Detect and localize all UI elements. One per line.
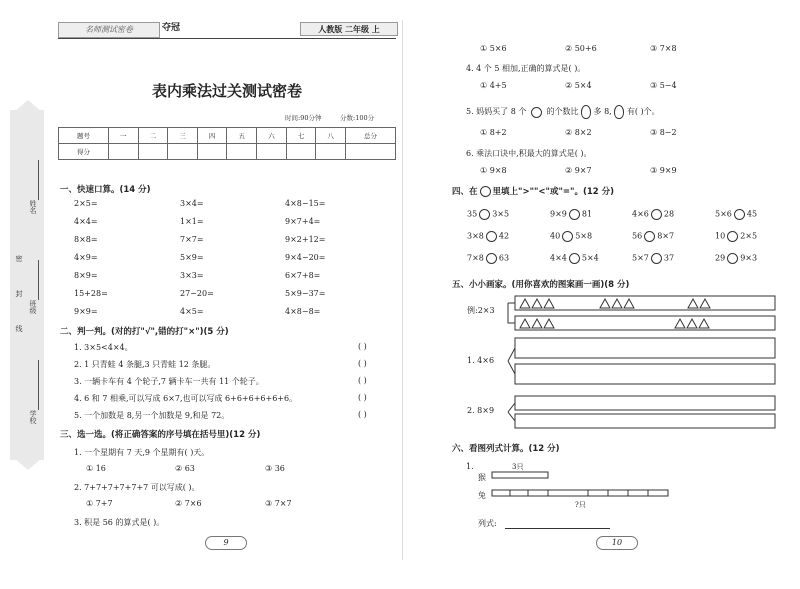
choice-q4-opt2: ② 5×4: [565, 81, 592, 90]
compare-circle-icon[interactable]: [569, 209, 580, 220]
score-cell[interactable]: [197, 144, 227, 160]
comparison-right: 9×3: [740, 253, 758, 263]
formula-label: 列式:: [478, 519, 497, 528]
table-cell: 题号: [59, 128, 109, 144]
score-cell[interactable]: [138, 144, 168, 160]
compare-circle-icon[interactable]: [479, 209, 490, 220]
compare-circle-icon[interactable]: [644, 231, 655, 242]
true-false-item: 5. 一个加数是 8,另一个加数是 9,和是 72。: [74, 411, 230, 420]
true-false-item: 1. 3×5<4×4。: [74, 343, 133, 352]
comparison-item: [550, 231, 592, 242]
score-cell[interactable]: [257, 144, 287, 160]
name-label: 姓名: [29, 200, 37, 214]
table-cell: 总分: [346, 128, 396, 144]
q1-brace: [508, 348, 515, 374]
q2-brace: [508, 403, 515, 421]
apple-icon: [531, 107, 542, 118]
choice-q3-opt3: ③ 7×8: [650, 44, 677, 53]
comparison-left: 7×8: [467, 253, 484, 263]
section4-heading-part1: 四、在: [452, 187, 478, 197]
score-cell[interactable]: [227, 144, 257, 160]
mental-math-item: 6×7+8=: [285, 271, 321, 280]
compare-circle-icon[interactable]: [651, 253, 662, 264]
header-rule: [58, 38, 396, 39]
comparison-item: [467, 209, 509, 220]
choice-q5-part2: 的个数比: [546, 107, 579, 116]
comparison-left: 5×6: [715, 209, 732, 219]
comparison-right: 8×7: [657, 231, 675, 241]
answer-paren[interactable]: ( ): [358, 393, 367, 402]
choice-q2-opt3: ③ 7×7: [265, 499, 292, 508]
choice-q5-opt2: ② 8×2: [565, 128, 592, 137]
bar-segments: [510, 490, 648, 496]
page-number-right: 10: [596, 536, 638, 550]
section2-heading: 二、判一判。(对的打"√",错的打"×")(5 分): [60, 327, 229, 337]
comparison-left: 29: [715, 253, 726, 263]
mental-math-item: 9×2+12=: [285, 235, 326, 244]
q1-row-1[interactable]: [515, 338, 775, 358]
brand-logo: 夺冠: [162, 23, 181, 33]
score-cell[interactable]: [346, 144, 396, 160]
score-table: [58, 127, 396, 160]
comparison-right: 63: [498, 253, 510, 263]
section1-heading: 一、快速口算。(14 分): [60, 185, 151, 195]
section5-heading: 五、小小画家。(用你喜欢的图案画一画)(8 分): [452, 280, 630, 290]
q1-bracket: [508, 338, 775, 384]
strip-char-2: 封: [15, 290, 23, 297]
comparison-item: [632, 253, 674, 264]
comparison-left: 10: [715, 231, 726, 241]
draw-example-label: 例:2×3: [467, 306, 495, 315]
compare-circle-icon[interactable]: [651, 209, 662, 220]
answer-paren[interactable]: ( ): [358, 410, 367, 419]
triangle-icons: [688, 299, 710, 308]
table-cell: 三: [168, 128, 198, 144]
table-cell: 八: [316, 128, 346, 144]
q2-row-1[interactable]: [515, 396, 775, 410]
choice-q5: [466, 105, 660, 119]
table-cell: 七: [286, 128, 316, 144]
mental-math-item: 8×8=: [74, 235, 98, 244]
mental-math-item: 9×9=: [74, 307, 98, 316]
mental-math-item: 9×7+4=: [285, 217, 321, 226]
choice-q6-opt3: ③ 9×9: [650, 166, 677, 175]
comparison-left: 3×8: [467, 231, 484, 241]
comparison-left: 40: [550, 231, 561, 241]
choice-q2-opt1: ① 7+7: [86, 499, 113, 508]
true-false-item: 4. 6 和 7 相乘,可以写成 6×7,也可以写成 6+6+6+6+6+6。: [74, 394, 298, 403]
score-cell[interactable]: [286, 144, 316, 160]
comparison-right: 45: [746, 209, 758, 219]
comparison-left: 56: [632, 231, 643, 241]
choice-q1: 1. 一个星期有 7 天,9 个星期有( )天。: [74, 448, 210, 457]
true-false-item: 3. 一辆卡车有 4 个轮子,7 辆卡车一共有 11 个轮子。: [74, 377, 264, 386]
page-divider: [402, 20, 403, 560]
section4-heading: [452, 185, 614, 197]
mental-math-item: 4×5=: [180, 307, 204, 316]
monkey-bar: [492, 472, 548, 478]
mental-math-item: 4×8−8=: [285, 307, 321, 316]
comparison-right: 5×8: [575, 231, 593, 241]
choice-q2: 2. 7+7+7+7+7+7 可以写成( )。: [74, 483, 200, 492]
score-cell[interactable]: [316, 144, 346, 160]
choice-q1-opt1: ① 16: [86, 464, 106, 473]
comparison-right: 2×5: [740, 231, 758, 241]
section3-heading: 三、选一选。(将正确答案的序号填在括号里)(12 分): [60, 430, 261, 440]
mental-math-item: 8×9=: [74, 271, 98, 280]
rabbit-bar: [492, 490, 668, 496]
compare-circle-icon[interactable]: [486, 231, 497, 242]
strip-char-1: 密: [15, 255, 23, 262]
class-label: 班级: [29, 300, 37, 314]
comparison-item: [467, 231, 509, 242]
compare-circle-icon[interactable]: [486, 253, 497, 264]
drawing-area: [460, 292, 780, 432]
choice-q4-opt1: ① 4+5: [480, 81, 507, 90]
comparison-left: 4×6: [632, 209, 649, 219]
choice-q1-opt2: ② 63: [175, 464, 195, 473]
triangle-icons: [600, 299, 634, 308]
choice-q6-opt2: ② 9×7: [565, 166, 592, 175]
table-cell: 五: [227, 128, 257, 144]
eggplant-icon: [614, 105, 624, 119]
mental-math-item: 4×4=: [74, 217, 98, 226]
score-label: 分数:100分: [340, 114, 375, 122]
mental-math-item: 3×4=: [180, 199, 204, 208]
comparison-item: [550, 209, 592, 220]
choice-q5-part1: 5. 妈妈买了 8 个: [466, 107, 527, 116]
mental-math-item: 1×1=: [180, 217, 204, 226]
choice-q4: 4. 4 个 5 相加,正确的算式是( )。: [466, 64, 586, 73]
mental-math-item: 15+28=: [74, 289, 108, 298]
choice-q5-opt3: ③ 8−2: [650, 128, 677, 137]
comparison-item: [715, 209, 757, 220]
bar-bottom-label: ?只: [575, 501, 586, 509]
formula-answer-line[interactable]: [505, 528, 610, 529]
brand-banner: 名师测试密卷: [58, 22, 160, 38]
compare-circle-icon[interactable]: [727, 253, 738, 264]
choice-q3: 3. 积是 56 的算式是( )。: [74, 518, 165, 527]
triangles: [520, 299, 710, 328]
comparison-right: 28: [663, 209, 675, 219]
comparison-right: 37: [663, 253, 675, 263]
q2-row-2[interactable]: [515, 414, 775, 428]
section6-heading: 六、看图列式计算。(12 分): [452, 444, 560, 454]
strip-top-arrow: [14, 100, 42, 112]
section4-heading-part2: 里填上">""<"或"="。(12 分): [492, 187, 615, 197]
mental-math-item: 5×9−37=: [285, 289, 326, 298]
answer-paren[interactable]: ( ): [358, 376, 367, 385]
choice-q5-part3: 多 8,: [593, 107, 612, 116]
choice-q6: 6. 乘法口诀中,积最大的算式是( )。: [466, 149, 592, 158]
choice-q2-opt2: ② 7×6: [175, 499, 202, 508]
choice-q1-opt3: ③ 36: [265, 464, 285, 473]
answer-paren[interactable]: ( ): [358, 359, 367, 368]
compare-circle-icon: [480, 186, 491, 197]
q2-bracket: [508, 396, 775, 428]
strip-bottom-arrow: [14, 458, 42, 470]
time-label: 时间:90分钟: [285, 114, 322, 122]
name-line: [38, 160, 39, 200]
choice-q6-opt1: ① 9×8: [480, 166, 507, 175]
choice-q5-opt1: ① 8+2: [480, 128, 507, 137]
mental-math-item: 7×7=: [180, 235, 204, 244]
draw-q2-label: 2. 8×9: [467, 406, 495, 415]
mental-math-item: 3×3=: [180, 271, 204, 280]
table-cell: 得分: [59, 144, 109, 160]
score-table-score-row: [59, 144, 396, 160]
eggplant-icon: [581, 105, 591, 119]
comparison-item: [632, 209, 674, 220]
school-line: [38, 360, 39, 410]
compare-circle-icon[interactable]: [727, 231, 738, 242]
compare-circle-icon[interactable]: [562, 231, 573, 242]
compare-circle-icon[interactable]: [734, 209, 745, 220]
table-cell: 一: [108, 128, 138, 144]
comparison-left: 4×4: [550, 253, 567, 263]
comparison-item: [715, 231, 757, 242]
triangle-icons: [520, 299, 554, 308]
comparison-right: 5×4: [581, 253, 599, 263]
choice-q3-opt2: ② 50+6: [565, 44, 597, 53]
binding-sidebar: [0, 0, 52, 589]
class-line: [38, 260, 39, 300]
answer-paren[interactable]: ( ): [358, 342, 367, 351]
comparison-item: [632, 231, 674, 242]
monkey-label: 猴: [478, 473, 486, 482]
score-cell[interactable]: [108, 144, 138, 160]
comparison-left: 9×9: [550, 209, 567, 219]
comparison-left: 5×7: [632, 253, 649, 263]
page-title: 表内乘法过关测试密卷: [151, 82, 302, 100]
choice-q4-opt3: ③ 5−4: [650, 81, 677, 90]
choice-q5-part4: 有( )个。: [626, 107, 660, 116]
comparison-right: 81: [581, 209, 593, 219]
triangle-icons: [520, 319, 554, 328]
bar-diagram: [490, 470, 675, 504]
comparison-item: [467, 253, 509, 264]
comparison-item: [550, 253, 599, 264]
score-table-header-row: [59, 128, 396, 144]
strip-char-3: 线: [15, 325, 23, 332]
score-cell[interactable]: [168, 144, 198, 160]
example-brace: [508, 303, 515, 323]
table-cell: 六: [257, 128, 287, 144]
comparison-right: 42: [498, 231, 510, 241]
school-label: 学校: [29, 410, 37, 424]
mental-math-item: 4×8−15=: [285, 199, 326, 208]
table-cell: 四: [197, 128, 227, 144]
mental-math-item: 27−20=: [180, 289, 214, 298]
mental-math-item: 4×9=: [74, 253, 98, 262]
page-number-left: 9: [205, 536, 247, 550]
mental-math-item: 9×4−20=: [285, 253, 326, 262]
bar-top-label: 3只: [512, 463, 524, 471]
triangle-icons: [675, 319, 709, 328]
rabbit-label: 兔: [478, 491, 486, 500]
q1-row-2[interactable]: [515, 364, 775, 384]
choice-q3-opt1: ① 5×6: [480, 44, 507, 53]
table-cell: 二: [138, 128, 168, 144]
comparison-right: 3×5: [492, 209, 510, 219]
mental-math-item: 5×9=: [180, 253, 204, 262]
mental-math-item: 2×5=: [74, 199, 98, 208]
diagram-q1-label: 1.: [466, 462, 474, 471]
edition-label: 人教版 二年级 上: [300, 22, 398, 36]
true-false-item: 2. 1 只青蛙 4 条腿,3 只青蛙 12 条腿。: [74, 360, 216, 369]
comparison-left: 35: [467, 209, 478, 219]
draw-q1-label: 1. 4×6: [467, 356, 495, 365]
comparison-item: [715, 253, 757, 264]
compare-circle-icon[interactable]: [569, 253, 580, 264]
